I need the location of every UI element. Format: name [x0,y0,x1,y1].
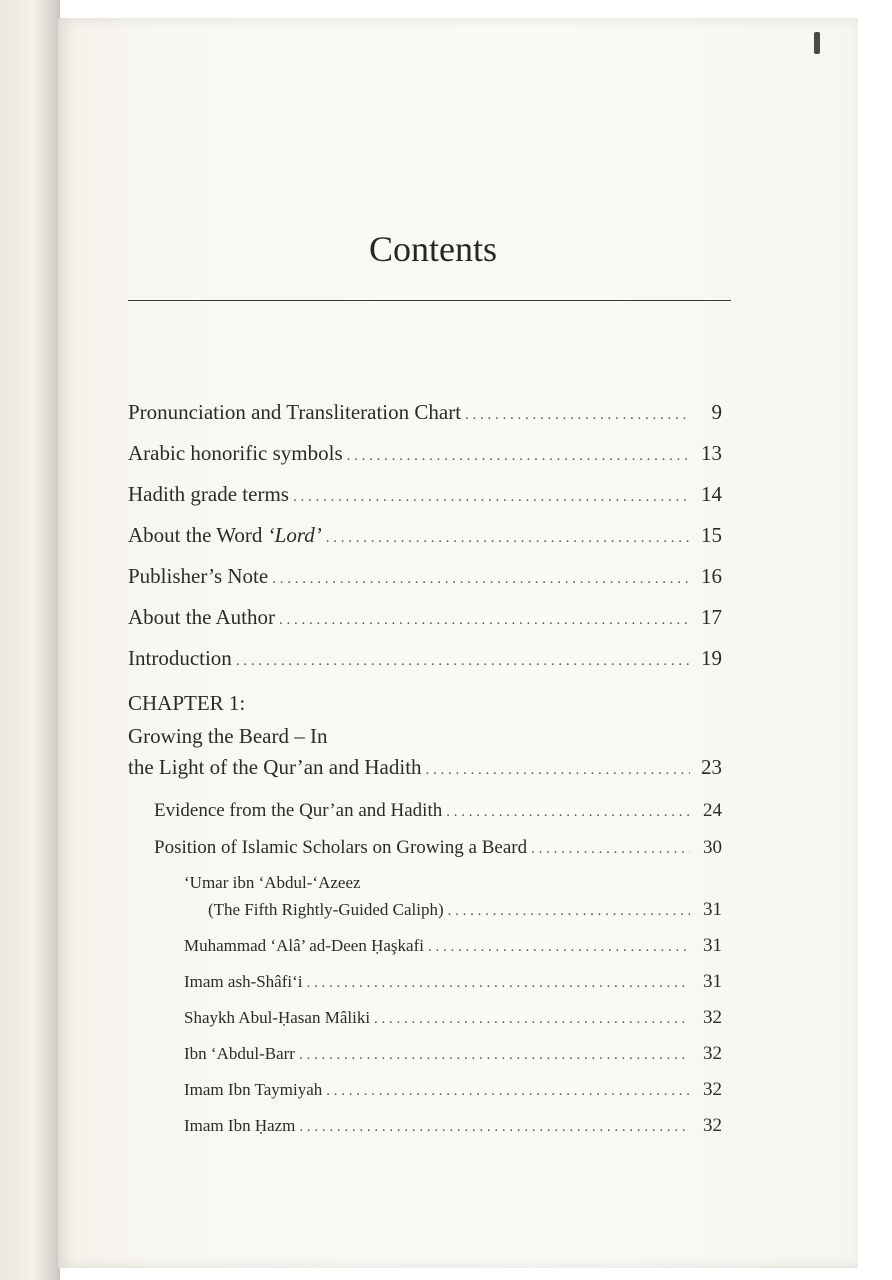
toc-entry-label: Evidence from the Qur’an and Hadith [154,800,443,821]
toc-entry-label: Shaykh Abul-Ḥasan Mâliki [184,1008,371,1027]
leader-dots [426,755,690,786]
leader-dots [236,645,690,678]
toc-subentry [128,1074,722,1110]
toc-entry-label: Pronunciation and Transliteration Chart [128,400,462,424]
toc-entry [128,601,722,642]
leader-dots [326,1075,690,1107]
toc-entry-label: Muhammad ‘Alâ’ ad-Deen Ḥaşkafi [184,936,424,955]
toc-entry-label: Imam Ibn Ḥazm [184,1116,296,1135]
toc-page-number: 31 [703,971,722,992]
toc-section-entry [128,833,722,869]
title-rule [128,300,731,301]
leader-dots [299,1039,690,1071]
leader-dots [272,563,690,596]
toc-page-number: 19 [701,646,722,670]
chapter-title-line: Growing the Beard – In [128,724,328,748]
leader-dots [374,1003,690,1035]
toc-entry [128,560,722,601]
leader-dots [307,967,691,999]
toc-page-number: 32 [703,1007,722,1028]
toc-page-number: 14 [701,482,722,506]
toc-page-number: 13 [701,441,722,465]
toc-entry-label-italic: ‘Lord’ [267,523,322,547]
leader-dots [299,1111,690,1143]
leader-dots [428,931,690,963]
chapter-heading: CHAPTER 1: [128,691,246,715]
toc-page-number: 24 [703,800,722,821]
toc-entry-label: Arabic honorific symbols [128,441,343,465]
toc-page-number: 30 [703,837,722,858]
toc-entry-label: Publisher’s Note [128,564,269,588]
toc-page-number: 31 [703,935,722,956]
toc-entry [128,642,722,683]
toc-page-number: 32 [703,1043,722,1064]
toc-entry [128,437,722,478]
toc-page-number: 32 [703,1115,722,1136]
toc-page-number: 32 [703,1079,722,1100]
toc-subentry [128,1110,722,1146]
toc-page-number: 31 [703,899,722,920]
leader-dots [293,481,690,514]
toc-page-number: 16 [701,564,722,588]
toc-entry-label: Ibn ‘Abdul-Barr [184,1044,295,1063]
chapter-title-line: the Light of the Qur’an and Hadith [128,755,422,779]
toc-page-number: 9 [711,400,722,424]
book-spine-shadow [0,0,60,1280]
toc-entry-label: Imam ash-Shâfi‘i [184,972,303,991]
toc-entry-label-prefix: About the Word [128,523,268,547]
leader-dots [448,897,690,925]
leader-dots [279,604,690,637]
leader-dots [326,522,690,555]
toc-entry-label: Imam Ibn Taymiyah [184,1080,323,1099]
chapter-title-block [128,721,722,786]
toc-subentry [128,896,722,930]
toc-subentry-label-line: ‘Umar ibn ‘Abdul-‘Azeez [184,873,361,892]
toc-page-number: 15 [701,523,722,547]
toc-entry-label: Introduction [128,646,232,670]
leader-dots [531,834,690,864]
page-edge-mark [814,32,820,54]
table-of-contents [128,396,722,1146]
toc-entry [128,396,722,437]
toc-entry [128,478,722,519]
toc-page-number: 17 [701,605,722,629]
page-title: Contents [368,229,497,269]
leader-dots [446,797,690,827]
toc-entry-label: (The Fifth Rightly-Guided Caliph) [208,900,444,919]
toc-subentry [128,930,722,966]
toc-section-entry [128,796,722,833]
toc-entry [128,519,722,560]
toc-subentry [128,966,722,1002]
toc-entry [128,752,722,786]
leader-dots [347,440,690,473]
toc-entry-label: Hadith grade terms [128,482,289,506]
toc-subentry [128,1038,722,1074]
toc-subentry [128,1002,722,1038]
toc-entry-label: Position of Islamic Scholars on Growing a Beard [154,837,528,858]
toc-entry-label [128,519,322,552]
toc-page-number: 23 [701,755,722,779]
leader-dots [465,399,690,432]
toc-entry-label: About the Author [128,605,275,629]
